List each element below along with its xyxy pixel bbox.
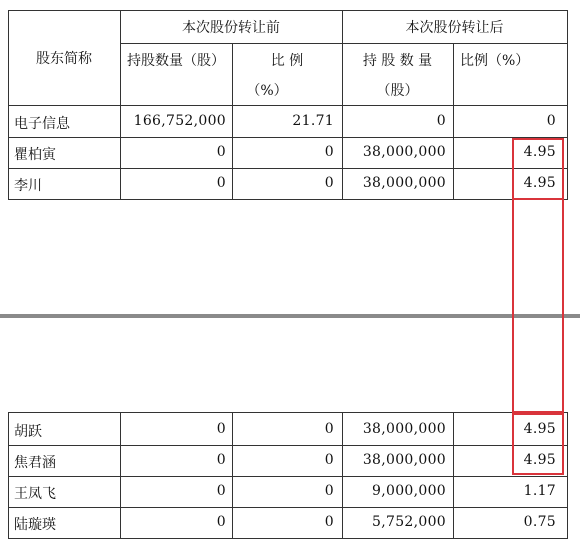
- row-before-ratio: 0: [324, 144, 334, 160]
- row-before-ratio: 0: [324, 483, 334, 499]
- row-after-ratio: 4.95: [523, 175, 556, 191]
- row-name: 陆璇瑛: [14, 517, 56, 533]
- row-name: 王凤飞: [14, 486, 56, 502]
- header-before-shares: 持股数量（股）: [127, 53, 225, 69]
- col-line: [567, 412, 568, 539]
- highlight-box-middle: [512, 187, 564, 413]
- header-bottom-line: [8, 105, 568, 106]
- row-name: 电子信息: [14, 116, 70, 132]
- row-line: [8, 412, 568, 413]
- header-after-transfer: 本次股份转让后: [405, 20, 504, 36]
- row-line: [8, 445, 568, 446]
- row-name: 李川: [14, 178, 42, 194]
- row-before-ratio: 0: [324, 452, 334, 468]
- highlight-box-bottom: [512, 413, 564, 475]
- header-divider: [120, 43, 568, 44]
- row-before-shares: 0: [216, 452, 226, 468]
- row-after-shares: 38,000,000: [362, 175, 446, 191]
- row-line: [8, 507, 568, 508]
- row-before-shares: 166,752,000: [133, 113, 226, 129]
- row-before-shares: 0: [216, 421, 226, 437]
- header-after-ratio: 比例（%）: [460, 53, 530, 69]
- row-before-shares: 0: [216, 514, 226, 530]
- row-name: 胡跃: [14, 424, 42, 440]
- col-line: [8, 412, 9, 539]
- page-separator: [0, 314, 580, 318]
- row-after-shares: 5,752,000: [372, 514, 446, 530]
- col-line: [342, 10, 343, 200]
- table-border-top: [8, 10, 568, 11]
- row-before-ratio: 0: [324, 421, 334, 437]
- row-before-shares: 0: [216, 175, 226, 191]
- col-line: [120, 10, 121, 200]
- row-after-ratio: 1.17: [523, 483, 556, 499]
- header-before-transfer: 本次股份转让前: [182, 20, 280, 36]
- row-line: [8, 538, 568, 539]
- row-before-shares: 0: [216, 483, 226, 499]
- row-after-shares: 38,000,000: [362, 421, 446, 437]
- header-before-ratio-unit: （%）: [246, 83, 288, 99]
- row-line: [8, 199, 568, 200]
- header-shareholder-name: 股东简称: [36, 51, 92, 67]
- row-name: 瞿柏寅: [14, 147, 56, 163]
- row-name: 焦君涵: [14, 455, 56, 471]
- row-after-shares: 9,000,000: [372, 483, 446, 499]
- row-after-ratio: 4.95: [523, 144, 556, 160]
- row-line: [8, 137, 568, 138]
- row-after-shares: 38,000,000: [362, 144, 446, 160]
- row-before-ratio: 21.71: [292, 113, 334, 129]
- row-after-ratio: 0: [546, 113, 556, 129]
- col-line: [567, 10, 568, 200]
- row-after-shares: 38,000,000: [362, 452, 446, 468]
- col-line: [8, 10, 9, 200]
- row-line: [8, 168, 568, 169]
- header-before-ratio: 比 例: [270, 53, 304, 69]
- row-after-ratio: 0.75: [523, 514, 556, 530]
- row-after-ratio: 4.95: [523, 452, 556, 468]
- header-after-shares: 持 股 数 量: [362, 53, 433, 69]
- row-after-shares: 0: [436, 113, 446, 129]
- row-before-ratio: 0: [324, 175, 334, 191]
- header-after-shares-unit: （股）: [376, 83, 419, 99]
- row-before-shares: 0: [216, 144, 226, 160]
- row-line: [8, 476, 568, 477]
- row-after-ratio: 4.95: [523, 421, 556, 437]
- row-before-ratio: 0: [324, 514, 334, 530]
